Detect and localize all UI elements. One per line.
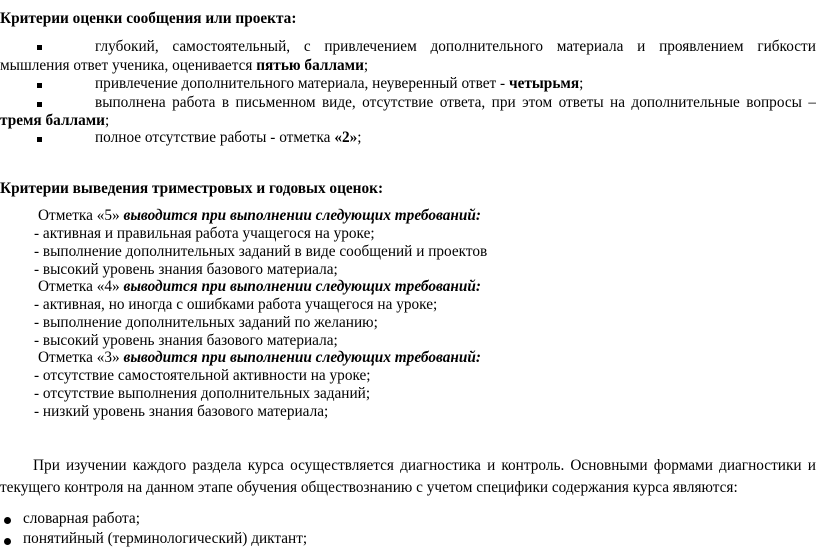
requirement-item: - отсутствие выполнения дополнительных заданий;	[34, 385, 371, 402]
word: на	[610, 94, 625, 111]
word: и	[807, 457, 816, 474]
requirement-text: выводится при выполнении следующих требований:	[123, 278, 481, 295]
requirement-item: - активная, но иногда с ошибками работа учащегося на уроке;	[34, 296, 438, 313]
word: –	[808, 94, 816, 111]
word: глубокий,	[95, 38, 159, 55]
word: самостоятельный,	[172, 38, 291, 55]
word: ответы	[558, 94, 604, 111]
word: осуществляется	[290, 457, 394, 474]
word: письменном	[235, 94, 316, 111]
item-line-justified	[95, 94, 816, 112]
paragraph-line: текущего контроля на данном этапе обучения обществознанию с учетом специфики содержания курса являются:	[0, 479, 738, 496]
bullet-icon	[4, 538, 11, 545]
emphasis-text: «2»	[334, 129, 358, 146]
word: контроль.	[501, 457, 565, 474]
word: с	[303, 38, 311, 55]
word: вопросы	[746, 94, 802, 111]
word: раздела	[192, 457, 242, 474]
word: работа	[172, 94, 216, 111]
word: и	[487, 457, 496, 474]
word: Основными	[570, 457, 648, 474]
word: при	[491, 94, 516, 111]
square-bullet-icon	[37, 83, 42, 88]
grade-title: Отметка «5» выводится при выполнении следующих требований:	[38, 207, 481, 224]
emphasis-text: четырьмя	[508, 75, 580, 92]
grade-title: Отметка «3» выводится при выполнении следующих требований:	[38, 349, 481, 366]
requirement-item: - высокий уровень знания базового материала;	[34, 332, 338, 349]
word: диагностики	[719, 457, 802, 474]
requirement-item: - выполнение дополнительных заданий в виде сообщений и проектов	[34, 243, 488, 260]
word: изучении	[66, 457, 127, 474]
word: курса	[247, 457, 284, 474]
bullet-icon	[4, 517, 11, 524]
item-line: привлечение дополнительного материала, неуверенный ответ - четырьмя;	[95, 75, 584, 92]
word: этом	[522, 94, 553, 111]
emphasis-text: пятью баллами	[256, 57, 364, 74]
item-line: тремя баллами;	[0, 112, 110, 129]
criteria-heading: Критерии оценки сообщения или проекта:	[0, 10, 297, 27]
word: в	[221, 94, 230, 111]
item-line: мышления ответ ученика, оценивается пятью баллами;	[0, 57, 369, 74]
grades-heading: Критерии выведения триместровых и годовых оценок:	[0, 180, 384, 197]
word: выполнена	[95, 94, 166, 111]
square-bullet-icon	[37, 102, 42, 107]
word: гибкости	[757, 38, 816, 55]
word: привлечением	[324, 38, 417, 55]
word: ответа,	[439, 94, 486, 111]
item-line: полное отсутствие работы - отметка «2»;	[95, 129, 362, 146]
square-bullet-icon	[37, 45, 42, 50]
word: дополнительного	[430, 38, 544, 55]
word: отсутствие	[362, 94, 434, 111]
word: и	[637, 38, 646, 55]
word: проявлением	[659, 38, 744, 55]
word: диагностика	[400, 457, 481, 474]
requirement-item: - высокий уровень знания базового материала;	[34, 261, 338, 278]
requirement-text: выводится при выполнении следующих требований:	[123, 349, 481, 366]
word: формами	[653, 457, 713, 474]
requirement-text: выводится при выполнении следующих требований:	[123, 207, 481, 224]
word: материала	[556, 38, 624, 55]
list-item-text: словарная работа;	[23, 510, 140, 527]
word: При	[33, 457, 60, 474]
square-bullet-icon	[37, 137, 42, 142]
item-line-justified	[95, 38, 816, 56]
paragraph-line-justified	[33, 457, 816, 475]
requirement-item: - выполнение дополнительных заданий по желанию;	[34, 314, 378, 331]
grade-title: Отметка «4» выводится при выполнении следующих требований:	[38, 278, 481, 295]
word: каждого	[132, 457, 187, 474]
word: виде,	[321, 94, 356, 111]
list-item-text: понятийный (терминологический) диктант;	[23, 530, 308, 547]
requirement-item: - активная и правильная работа учащегося на уроке;	[34, 225, 375, 242]
word: дополнительные	[631, 94, 740, 111]
emphasis-text: тремя баллами	[0, 112, 105, 129]
requirement-item: - низкий уровень знания базового материала;	[34, 403, 329, 420]
requirement-item: - отсутствие самостоятельной активности на уроке;	[34, 367, 371, 384]
